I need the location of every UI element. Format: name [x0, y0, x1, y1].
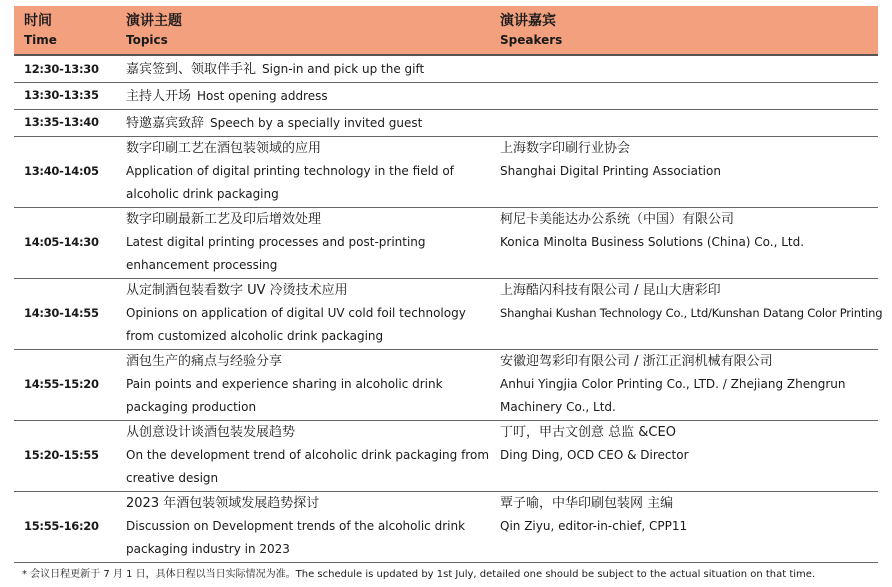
row-speaker [490, 82, 878, 109]
row-speaker-en: Shanghai Digital Printing Association [500, 164, 721, 178]
row-topic [116, 55, 490, 82]
row-speaker [490, 109, 878, 136]
row-topic-en: Application of digital printing technology in the field of alcoholic drink packaging [126, 164, 454, 201]
row-speaker-en: Shanghai Kushan Technology Co., Ltd/Kunshan Datang Color Printing [500, 306, 883, 320]
row-topic [116, 420, 490, 491]
row-time: 14:05-14:30 [24, 235, 99, 250]
header-speakers-en: Speakers [500, 33, 563, 47]
table-row [14, 207, 878, 278]
header-topics [116, 6, 490, 55]
row-speaker [490, 55, 878, 82]
row-speaker-en: Ding Ding, OCD CEO & Director [500, 448, 689, 462]
row-speaker-zh: 安徽迎驾彩印有限公司 / 浙江正润机械有限公司 [500, 353, 773, 369]
row-topic-zh: 嘉宾签到、领取伴手礼 [126, 62, 257, 77]
row-speaker-zh: 柯尼卡美能达办公系统（中国）有限公司 [500, 211, 735, 227]
header-time-en: Time [24, 33, 57, 47]
row-speaker-zh: 上海酷闪科技有限公司 / 昆山大唐彩印 [500, 282, 721, 298]
row-topic [116, 349, 490, 420]
row-speaker-zh: 覃子喻，中华印刷包装网 主编 [500, 495, 674, 511]
row-topic-zh: 从创意设计谈酒包装发展趋势 [126, 424, 296, 440]
row-topic-en: Opinions on application of digital UV cold foil technology from customized alcoholic drink packaging [126, 306, 466, 343]
row-speaker [490, 136, 878, 207]
row-topic-zh: 数字印刷工艺在酒包装领域的应用 [126, 140, 322, 156]
row-topic-en: Pain points and experience sharing in alcoholic drink packaging production [126, 377, 443, 414]
row-topic-en: Speech by a specially invited guest [210, 115, 423, 130]
row-topic [116, 491, 490, 562]
schedule-table [14, 6, 883, 563]
table-row [14, 55, 878, 82]
row-speaker [490, 420, 878, 491]
row-speaker [490, 349, 878, 420]
row-topic [116, 278, 490, 349]
header-time [14, 6, 116, 55]
row-topic-en: Sign-in and pick up the gift [262, 62, 425, 76]
row-time: 14:55-15:20 [24, 377, 99, 392]
schedule-footnote: * 会议日程更新于 7 月 1 日，具体日程以当日实际情况为准。The schedule is updated by 1st July, detailed one should be subject to the actual situation on that time. [22, 569, 816, 580]
row-speaker-en: Qin Ziyu, editor-in-chief, CPP11 [500, 519, 688, 533]
header-time-zh: 时间 [24, 13, 52, 29]
row-topic-en: Discussion on Development trends of the alcoholic drink packaging industry in 2023 [126, 519, 466, 556]
row-topic-zh: 从定制酒包装看数字 UV 冷烫技术应用 [126, 282, 348, 298]
table-row [14, 349, 878, 420]
row-speaker-zh: 丁叮，甲古文创意 总监 &CEO [500, 424, 676, 440]
row-topic-en: Host opening address [197, 88, 328, 103]
table-header-row [14, 6, 878, 55]
row-speaker-en: Konica Minolta Business Solutions (China) Co., Ltd. [500, 235, 805, 249]
row-topic-zh: 酒包生产的痛点与经验分享 [126, 353, 283, 369]
table-row [14, 491, 878, 562]
table-row [14, 82, 878, 109]
row-speaker [490, 278, 883, 349]
table-row [14, 420, 878, 491]
row-topic-en: Latest digital printing processes and post-printing enhancement processing [126, 235, 426, 272]
row-topic-zh: 主持人开场 [126, 88, 192, 104]
row-speaker-en: Anhui Yingjia Color Printing Co., LTD. / Zhejiang Zhengrun Machinery Co., Ltd. [500, 377, 846, 414]
row-topic [116, 207, 490, 278]
row-topic [116, 136, 490, 207]
row-topic-zh: 特邀嘉宾致辞 [126, 115, 205, 131]
table-row [14, 136, 878, 207]
row-time: 13:40-14:05 [24, 164, 99, 179]
header-speakers [490, 6, 878, 55]
row-time: 15:55-16:20 [24, 519, 99, 534]
row-topic [116, 109, 490, 136]
header-topics-zh: 演讲主题 [126, 13, 182, 29]
row-time: 12:30-13:30 [24, 61, 99, 76]
row-topic-zh: 数字印刷最新工艺及印后增效处理 [126, 211, 322, 227]
row-speaker [490, 207, 878, 278]
row-topic-zh: 2023 年酒包装领域发展趋势探讨 [126, 495, 320, 511]
row-speaker-zh: 上海数字印刷行业协会 [500, 140, 631, 156]
header-speakers-zh: 演讲嘉宾 [500, 13, 556, 29]
row-topic-en: On the development trend of alcoholic drink packaging from creative design [126, 448, 490, 485]
row-time: 13:35-13:40 [24, 115, 99, 130]
table-row [14, 109, 878, 136]
row-speaker [490, 491, 878, 562]
row-time: 14:30-14:55 [24, 306, 99, 321]
row-time: 15:20-15:55 [24, 448, 99, 463]
header-topics-en: Topics [126, 33, 168, 47]
row-time: 13:30-13:35 [24, 88, 99, 103]
row-topic [116, 82, 490, 109]
table-row [14, 278, 878, 349]
